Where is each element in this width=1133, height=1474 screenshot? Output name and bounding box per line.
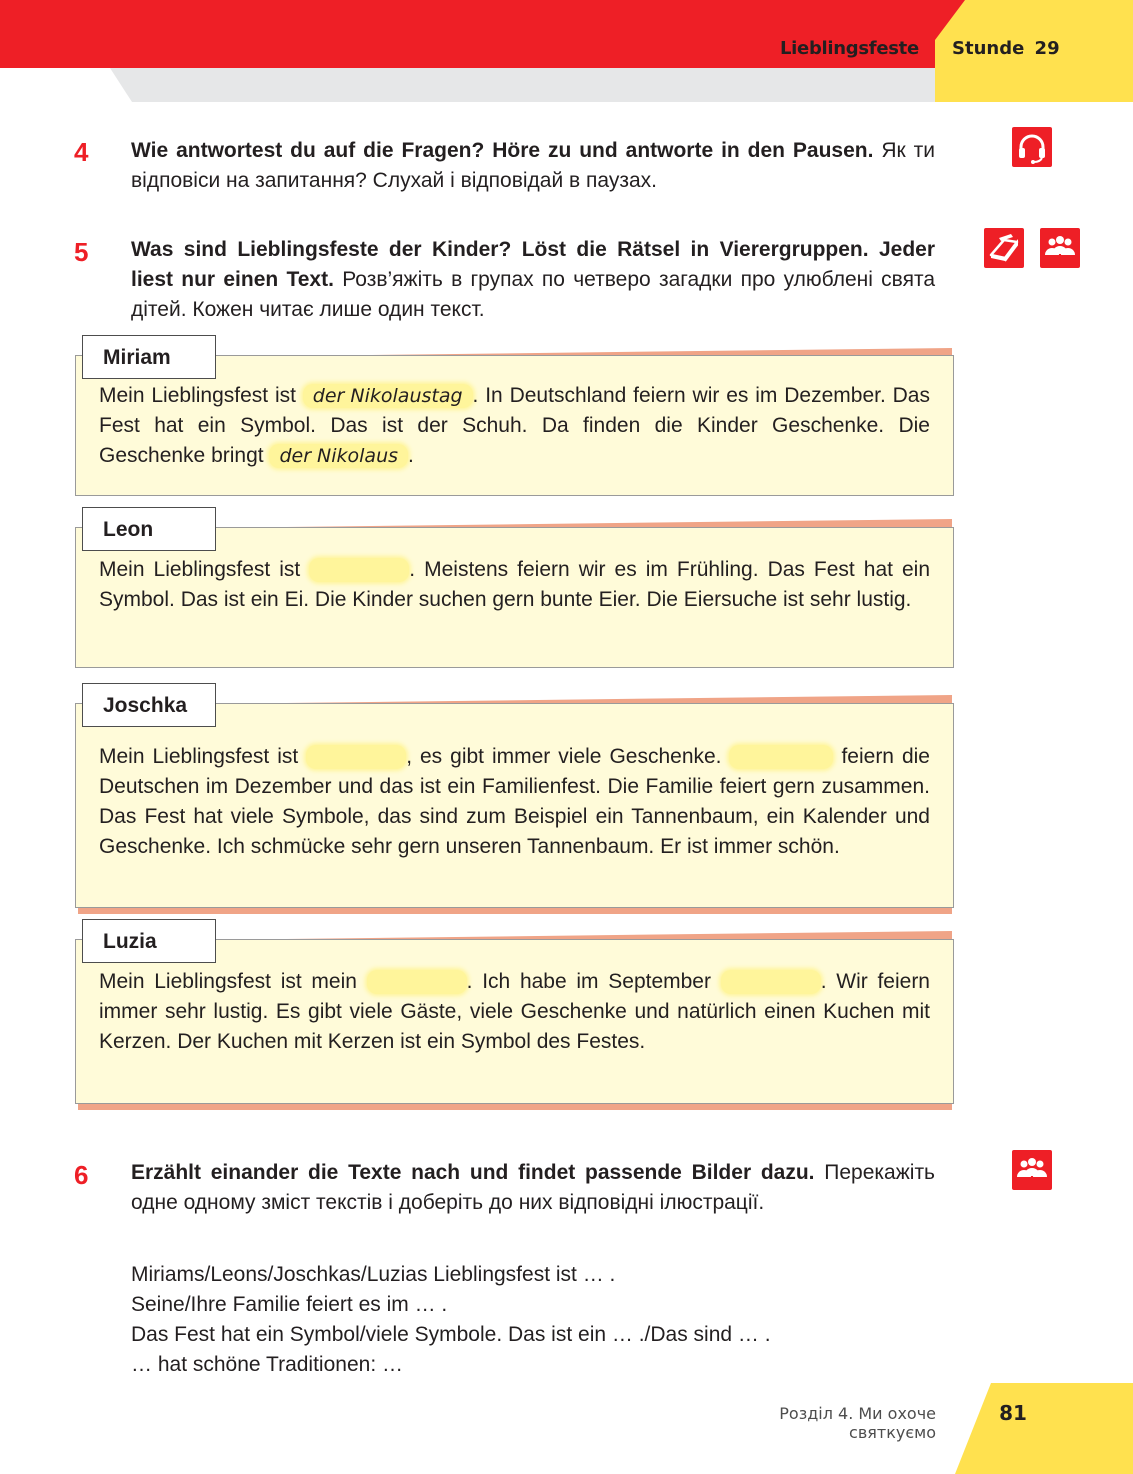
exercise-4-ukrainian: Як ти відповіси на запитання? Слухай і відповідай в паузах. bbox=[131, 139, 936, 192]
footer-page-tab bbox=[955, 1383, 1133, 1474]
text-part: . Meistens feiern wir es im Frühling. Das Fest hat ein Symbol. Das ist ein Ei. Die Kinder suchen gern bunte Eier. Die Eiersuche ist sehr lustig. bbox=[99, 558, 930, 611]
exercise-4-instruction bbox=[131, 136, 935, 196]
text-part: . Ich habe im September bbox=[466, 970, 721, 993]
exercise-number-5: 5 bbox=[74, 237, 89, 267]
footer-chapter: Розділ 4. Ми охоче святкуємо bbox=[779, 1404, 936, 1442]
blank-highlight bbox=[721, 970, 821, 994]
text-part: . Wir feiern immer sehr lustig. Es gibt viele Gäste, viele Geschenke und natürlich einen Kuchen mit Kerzen. Der Kuchen mit Kerzen ist ein Symbol des Festes. bbox=[99, 970, 930, 1053]
exercise-5-german: Was sind Lieblingsfeste der Kinder? Löst die Rätsel in Vierergruppen. Jeder liest nur einen Text. bbox=[131, 238, 935, 291]
exercise-5-ukrainian: Розв’яжіть в групах по четверо загадки про улюблені свята дітей. Кожен читає лише один текст. bbox=[131, 268, 935, 321]
card-miriam-tab: Miriam bbox=[82, 335, 216, 379]
header-lesson: Stunde 29 bbox=[952, 38, 1060, 59]
card-luzia-tab: Luzia bbox=[82, 919, 216, 963]
book-pencil-icon[interactable] bbox=[984, 228, 1024, 268]
blank-highlight bbox=[309, 558, 409, 582]
exercise-number-4: 4 bbox=[74, 137, 89, 167]
header-shadow-band bbox=[110, 68, 935, 102]
card-miriam-text bbox=[99, 381, 930, 471]
text-part: Mein Lieblingsfest ist bbox=[99, 745, 307, 768]
sentence-frames bbox=[131, 1260, 951, 1380]
exercise-6-german: Erzählt einander die Texte nach und findet passende Bilder dazu. bbox=[131, 1161, 815, 1184]
headphones-icon[interactable] bbox=[1012, 127, 1052, 167]
text-part: feiern die Deutschen im Dezember und das ist ein Familienfest. Die Familie feiert gern zusammen. Das Fest hat viele Symbole, das sind zum Beispiel ein Tannenbaum, ein Kalender und Geschenke. Ich schmücke sehr gern unseren Tannenbaum. Er ist immer schön. bbox=[99, 745, 930, 858]
answer-fill-2: der Nikolaus bbox=[269, 444, 408, 468]
text-part: Mein Lieblingsfest ist mein bbox=[99, 970, 367, 993]
sentence-frame: Miriams/Leons/Joschkas/Luzias Lieblingsfest ist … . bbox=[131, 1263, 616, 1286]
text-part: Mein Lieblingsfest ist bbox=[99, 384, 303, 407]
text-part: , es gibt immer viele Geschenke. bbox=[406, 745, 730, 768]
blank-highlight bbox=[306, 745, 406, 769]
sentence-frame: Seine/Ihre Familie feiert es im … . bbox=[131, 1293, 448, 1316]
blank-highlight bbox=[729, 745, 833, 769]
page-number: 81 bbox=[999, 1401, 1027, 1425]
text-part: Mein Lieblingsfest ist bbox=[99, 558, 310, 581]
answer-fill-1: der Nikolaustag bbox=[303, 384, 473, 408]
group-icon[interactable] bbox=[1040, 228, 1080, 268]
exercise-4-german: Wie antwortest du auf die Fragen? Höre zu und antworte in den Pausen. bbox=[131, 139, 874, 162]
card-leon-text bbox=[99, 555, 930, 615]
exercise-6-ukrainian: Перекажіть одне одному зміст текстів і доберіть до них відповідні ілюстрації. bbox=[131, 1161, 935, 1214]
text-part: . bbox=[408, 444, 414, 467]
header-topic: Lieblingsfeste bbox=[780, 38, 919, 59]
card-luzia-text bbox=[99, 967, 930, 1057]
card-luzia-bottom-accent bbox=[78, 1104, 952, 1110]
blank-highlight bbox=[367, 970, 467, 994]
sentence-frame: Das Fest hat ein Symbol/viele Symbole. Das ist ein … ./Das sind … . bbox=[131, 1323, 771, 1346]
exercise-number-6: 6 bbox=[74, 1160, 89, 1190]
group-icon[interactable] bbox=[1012, 1150, 1052, 1190]
exercise-6-instruction bbox=[131, 1158, 935, 1218]
card-joschka-text bbox=[99, 742, 930, 862]
sentence-frame: … hat schöne Traditionen: … bbox=[131, 1353, 403, 1376]
text-part: . In Deutschland feiern wir es im Dezember. Das Fest hat ein Symbol. Das ist der Schuh. Da finden die Kinder Geschenke. Die Geschenke bringt bbox=[99, 384, 930, 467]
card-leon-tab: Leon bbox=[82, 507, 216, 551]
exercise-5-instruction bbox=[131, 235, 935, 325]
header-notch bbox=[935, 0, 965, 40]
card-joschka-tab: Joschka bbox=[82, 683, 216, 727]
card-joschka-bottom-accent bbox=[78, 908, 952, 914]
